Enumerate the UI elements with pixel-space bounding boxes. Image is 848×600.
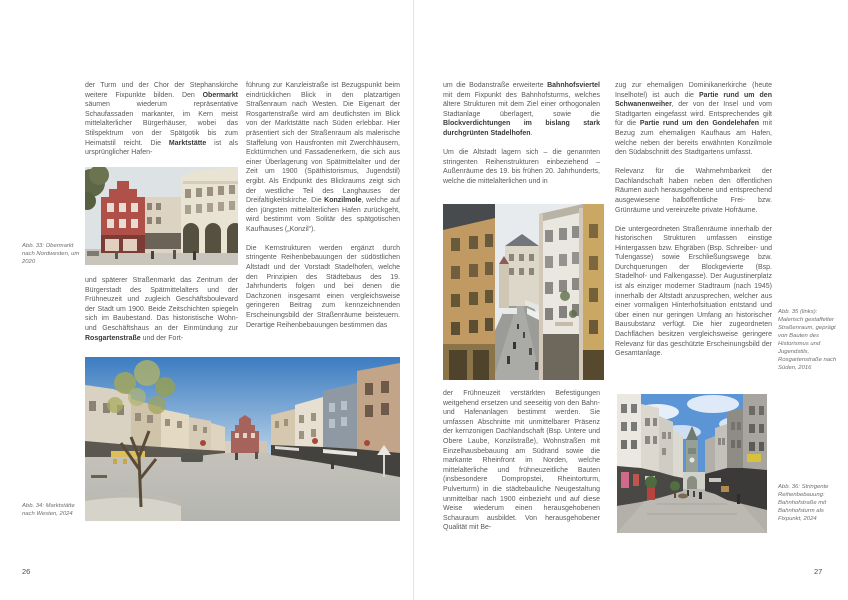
paragraph: Die untergeordneten Straßenräume innerhalb der historischen Strukturen umfassen einstige Hintergassen bzw. Ehgräben (Bsp. Schreiber- und Tulengasse) sowie Erschließungswege bzw. Durchquerungen der Blockgevierte (Bsp. Stadelhof- und Falkengasse). Der Augustinerplatz ist als einziger moderner Stadtraum (nach 1945) innerhalb der Altstadt anzusprechen, welcher aus einer vormaligen Hinterhofsituation entstand und über einen nur geringen Umfang an historischer Bausubstanz verfügt. Die hier zugeordneten Dachflächen besitzen vergleichsweise geringere Relevanz für das geschützte Erscheinungsbild der Gesamtanlage.: [615, 225, 772, 358]
page-number-right: 27: [814, 567, 823, 576]
right-column-1-text-top: [443, 81, 600, 196]
page-number-left: 26: [22, 567, 31, 576]
bahnhofstrasse-photo-illustration: [617, 394, 767, 533]
figure-35-photo-rosgartenstrasse: [443, 204, 604, 380]
paragraph: Um die Altstadt lagern sich – die genannten stringenten Reihenstrukturen einbeziehend – Außenräume des 19. bis frühen 20. Jahrhunderts, welche die mittelalterlichen und in: [443, 148, 600, 185]
paragraph: und späterer Straßenmarkt das Zentrum der Bürgerstadt des Spätmittelalters und der Frühneuzeit und zugleich Geschäftsboulevard der Stadt um 1900. Beide Zeitschichten spiegeln sich im Baubestand. Das historistische Wohn- und Geschäftshaus an der Einmündung zur Rosgartenstraße und der Fort-: [85, 277, 238, 342]
marktstaette-photo-illustration: [85, 357, 400, 521]
figure-35-caption: Abb. 35 (links): Malerisch gestaffelter Straßenraum, geprägt von Bauten des Historismus und Jugendstils, Rosgartenstraße nach Süden, 2016: [778, 309, 837, 371]
rosgartenstrasse-photo-illustration: [443, 204, 604, 380]
page-spine-divider: [413, 0, 414, 600]
paragraph: Relevanz für die Wahrnehmbarkeit der Dachlandschaft haben neben den öffentlichen Räumen auch herausgehobene und entsprechend ausgewiesene halböffentliche Frei- bzw. Grünräume und vereinzelte private Hofräume.: [615, 168, 772, 214]
paragraph: der Turm und der Chor der Stephanskirche weitere Fixpunkte bilden. Den Obermarkt säumen wiederum repräsentative Schaufassaden markanter, im Kern meist mittelalterlicher Bürgerhäuser, wobei das Stilspektrum von der Spätgotik bis zum Heimatstil reicht. Die Marktstätte ist als ursprünglicher Hafen-: [85, 82, 238, 157]
obermarkt-photo-illustration: [85, 167, 238, 265]
right-column-2-text: [615, 81, 772, 368]
figure-34-caption: Abb. 34: Marktstätte nach Westen, 2024: [22, 503, 75, 517]
left-column-1-text-top: [85, 81, 238, 167]
paragraph: führung zur Kanzleistraße ist Bezugspunkt beim eindrücklichen Blick in den platzartigen Straßenraum nach Westen. Die Eigenart der Rosgartenstraße wird am deutlichsten im Blick von der Marktstätte nach Süden erlebbar. Hier präsentiert sich der Straßenraum als malerische Staffelung von Hausfronten mit Zwerchhäusern, Ecktürmchen und Fassadenerkern, die sich aus einer Überlagerung von Spätmittelalter und der Zeit um 1900 (Späthistorismus, Jugendstil) ergibt. Als Endpunkt des Blickraums zeigt sich der westliche Teil des Langhauses der Dreifaltigkeitskirche. Die Konzilmole, welche auf den jüngsten mittelalterlichen Hafen zurückgeht, wird bestimmt vom Solitär des spätgotischen Kaufhauses („Konzil“).: [246, 82, 401, 233]
paragraph: der Frühneuzeit verstärkten Befestigungen weitgehend ersetzen und seeseitig von den Bahn- und Hafenanlagen bestimmt werden. Sie umfassen Abschnitte mit unmittelbarer Präsenz der kernzonigen Dachlandschaft (Bsp. Untere und Obere Laube, Konzilstraße), Wohnstraßen mit Einzelhausbebauung am Südrand sowie die markante Rheinfront im Norden, welche mittelalterliche und frühneuzeitliche Bauten (insbesondere Dompropstei, Rheintorturm, Pulverturm) in die städtebauliche Neugestaltung unmittelbar nach 1900 einbezieht und auf diese Weise wiederum einen herausgehobenen Schauraum ausbildet. Von herausgehobener Qualität mit Be-: [443, 390, 600, 532]
right-column-1-text-bottom: [443, 389, 600, 542]
figure-33-caption: Abb. 33: Obermarkt nach Nordwesten, um 2020: [22, 243, 80, 265]
figure-36-caption: Abb. 36: Stringente Reihenbebauung: Bahnhofstraße mit Bahnhofsturm als Fixpunkt, 2024: [778, 484, 829, 522]
paragraph: um die Bodanstraße erweiterte Bahnhofsviertel mit dem Fixpunkt des Bahnhofsturms, welches ältere Strukturen mit dem Ziel einer orthogonalen Stadtanlage überlagert, sowie die Blockverdichtungen im bislang stark durchgrünten Stadelhofen.: [443, 82, 600, 137]
left-column-2-text: [246, 81, 400, 340]
figure-36-photo-bahnhofstrasse: [617, 394, 767, 533]
figure-33-photo-obermarkt: [85, 167, 238, 265]
left-column-1-text-bottom: [85, 276, 238, 353]
figure-34-photo-marktstaette: [85, 357, 400, 521]
paragraph: zug zur ehemaligen Dominikanerkirche (heute Inselhotel) ist auch die Partie rund um den Schwanenweiher, der von der Insel und vom Stadtgarten eingefasst wird. Entsprechendes gilt für die Partie rund um den Gondelehafen mit Bezug zum ehemaligen Kaufhaus am Hafen, welche neben der bereits erwähnten Konzilmole den Südabschnitt des Stadtgartens umfasst.: [615, 82, 773, 157]
paragraph: Die Kernstrukturen werden ergänzt durch stringente Reihenbebauungen der südöstlichen Altstadt und der Vorstadt Stadelhofen, welche den Prinzipien des Städtebaus des 19. Jahrhunderts folgen und bei denen die Dachzonen insgesamt einen vergleichsweise geringeren Beitrag zum kennzeichnenden Erscheinungsbild der Straßenräume beisteuern. Derartige Reihenbebauungen bestimmen das: [246, 244, 400, 329]
